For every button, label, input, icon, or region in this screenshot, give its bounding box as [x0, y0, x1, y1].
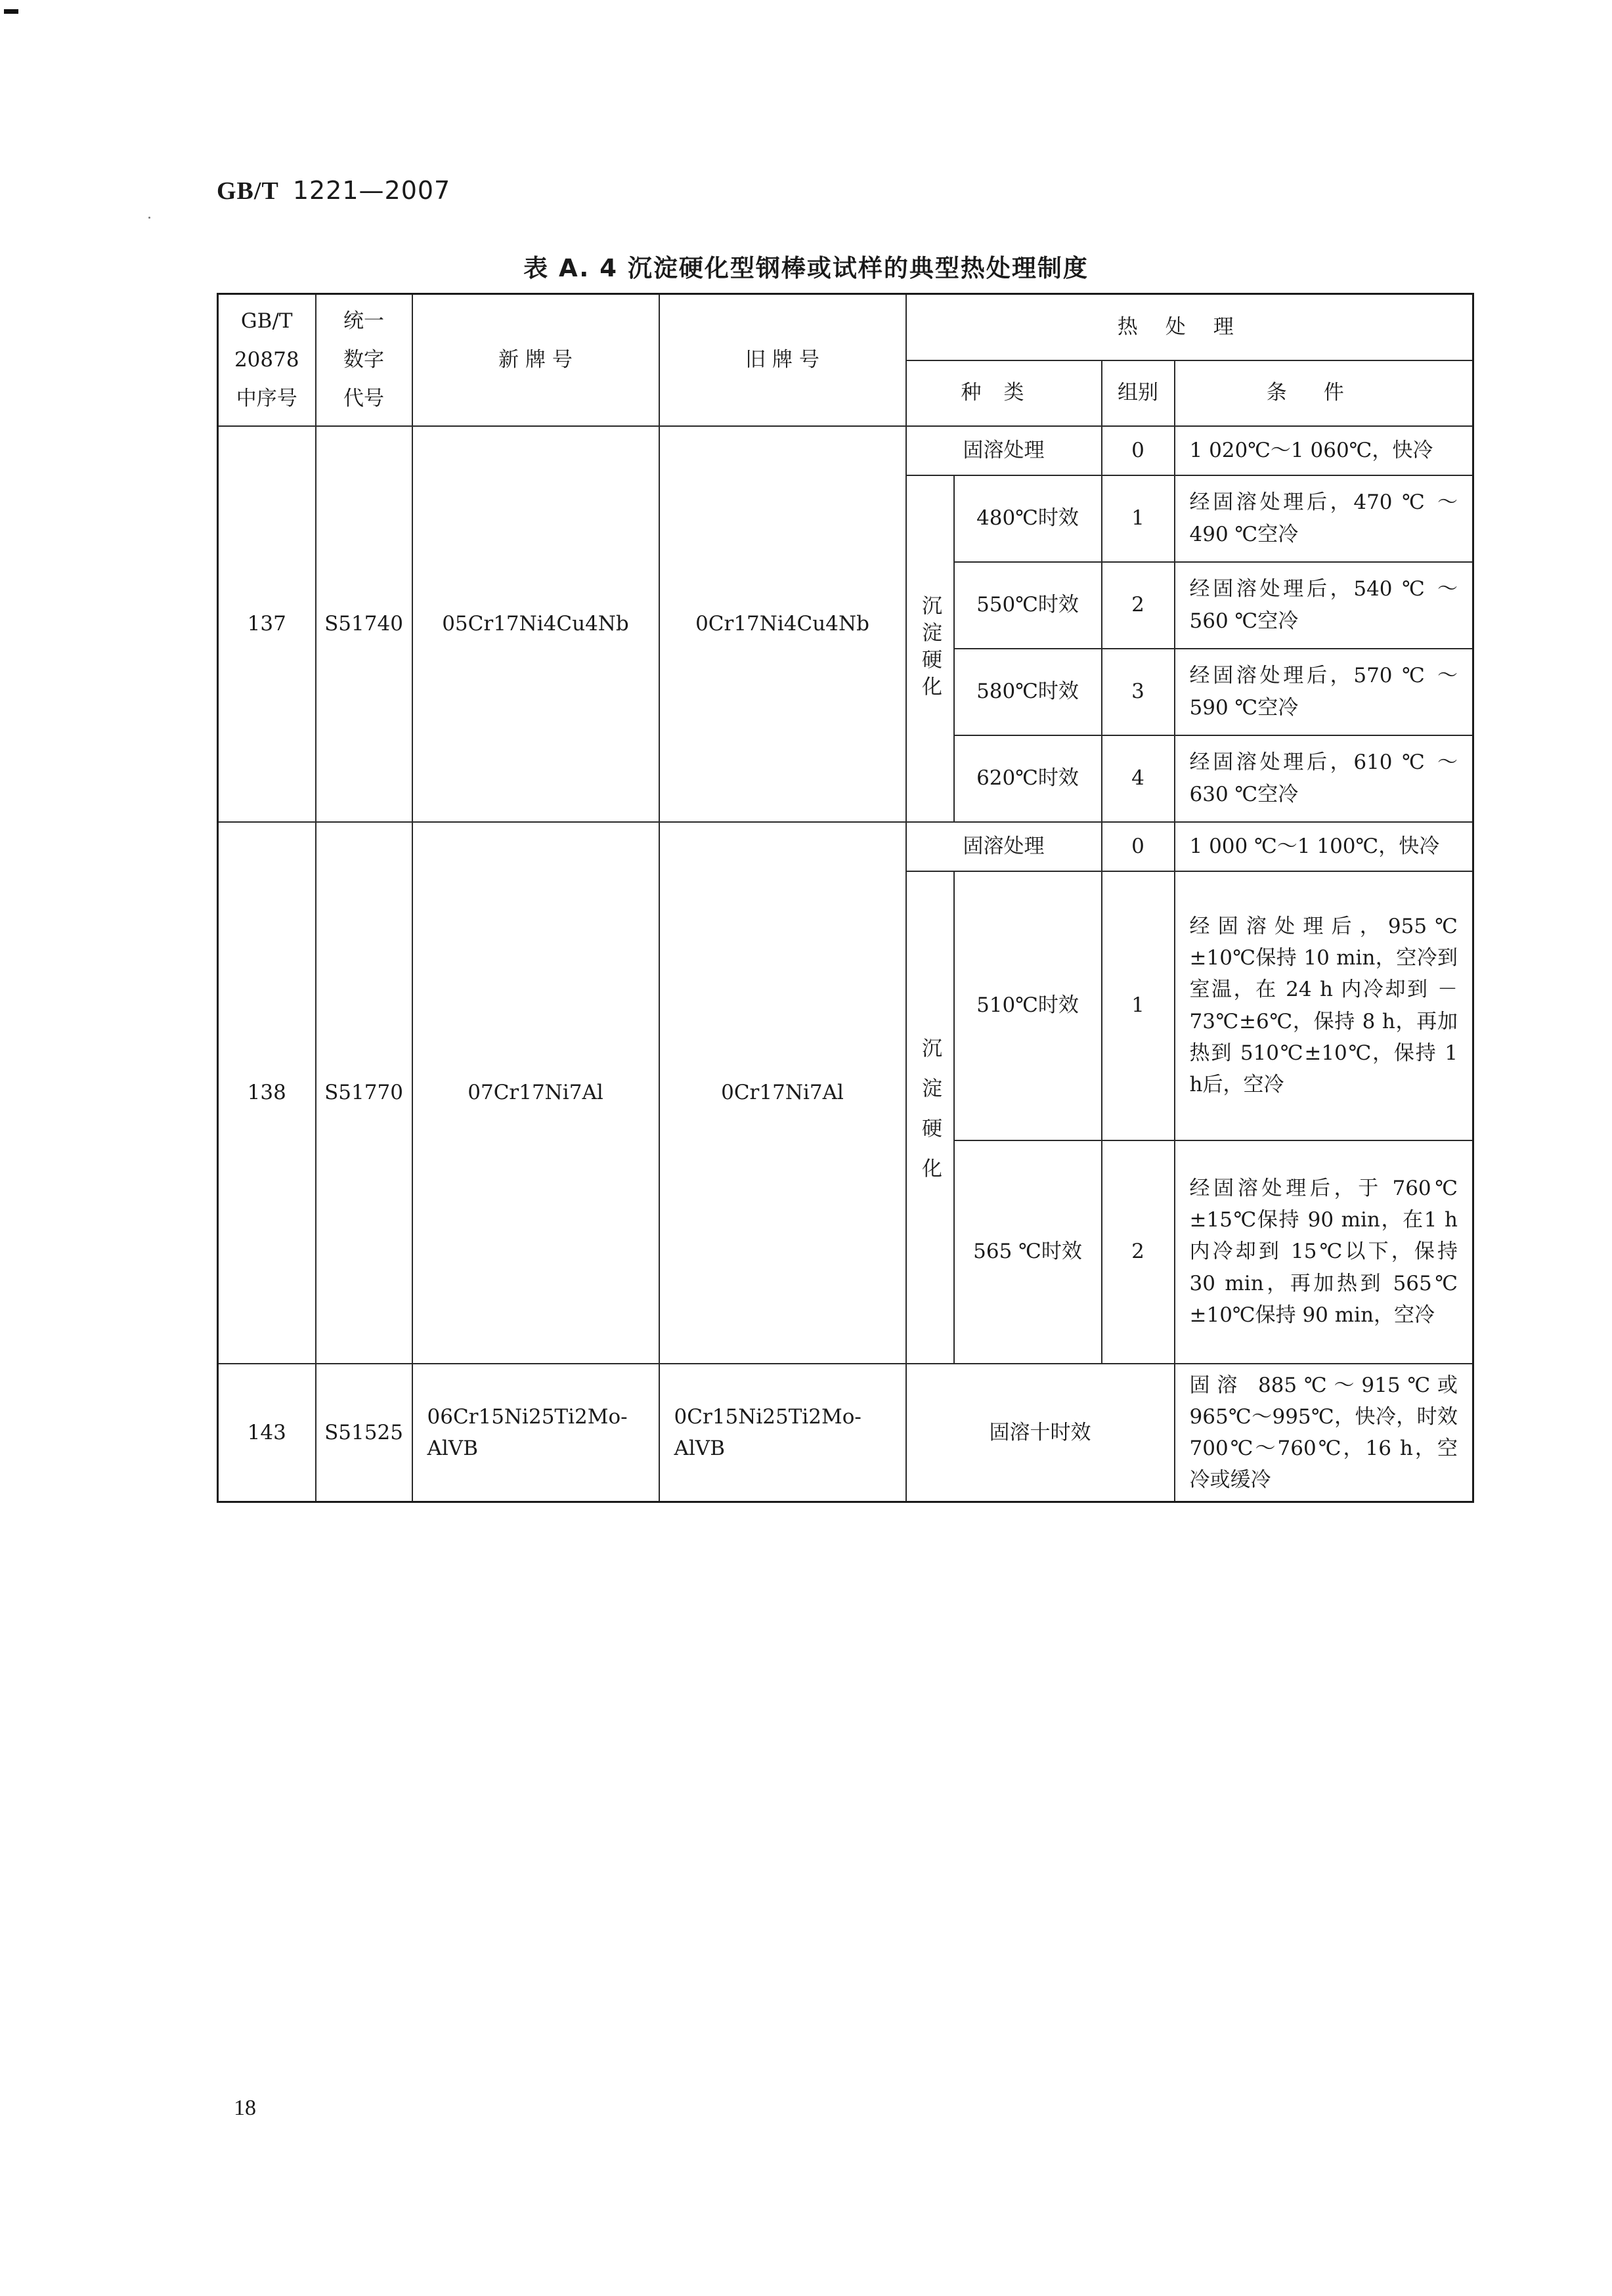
cell-seq: 138: [218, 822, 316, 1364]
col-header-seq: [218, 294, 316, 426]
cell-condition: 1 000 ℃～1 100℃，快冷: [1175, 822, 1473, 871]
cell-group: 2: [1102, 1140, 1175, 1364]
col-header-condition: 条件: [1175, 360, 1473, 426]
cell-group: 0: [1102, 822, 1175, 871]
scan-speck: [148, 217, 150, 219]
cell-group: 2: [1102, 562, 1175, 649]
table-row: [218, 822, 1473, 871]
cell-group: 4: [1102, 735, 1175, 822]
col-header-kind: 种类: [906, 360, 1102, 426]
cell-code: S51770: [316, 822, 412, 1364]
corner-mark: [4, 9, 18, 14]
cell-condition: 经固溶处理后，540 ℃ ～560 ℃空冷: [1175, 562, 1473, 649]
cell-kind: 固溶处理: [906, 426, 1102, 475]
cell-new-grade: 06Cr15Ni25Ti2Mo-AlVB: [412, 1364, 659, 1502]
cell-code: S51740: [316, 426, 412, 822]
col-header-seq-line: 中序号: [236, 386, 297, 410]
cell-seq: 143: [218, 1364, 316, 1502]
cell-kind: 510℃时效: [954, 871, 1102, 1140]
cell-kind: 固溶处理: [906, 822, 1102, 871]
col-header-code-line: 统一: [343, 309, 384, 333]
cell-precip-label: 沉淀硬化: [906, 871, 954, 1364]
table-row: [218, 1364, 1473, 1502]
cell-condition: 固溶 885℃～915℃或 965℃～995℃，快冷，时效 700℃～760℃，16 h，空冷或缓冷: [1175, 1364, 1473, 1502]
cell-condition: 经固溶处理后，570 ℃ ～590 ℃空冷: [1175, 649, 1473, 735]
table-row: [218, 426, 1473, 475]
cell-new-grade: 05Cr17Ni4Cu4Nb: [412, 426, 659, 822]
cell-condition: 经固溶处理后，955℃±10℃保持 10 min，空冷到室温，在 24 h 内冷却到 －73℃±6℃，保持 8 h，再加热到 510℃±10℃，保持 1 h后，空冷: [1175, 871, 1473, 1140]
col-header-code-line: 数字: [343, 347, 384, 372]
table-title: 表 A. 4 沉淀硬化型钢棒或试样的典型热处理制度: [523, 254, 1089, 282]
cell-group: 1: [1102, 871, 1175, 1140]
cell-kind: 480℃时效: [954, 475, 1102, 562]
cell-old-grade: 0Cr17Ni7Al: [659, 822, 906, 1364]
cell-seq: 137: [218, 426, 316, 822]
cell-condition: 经固溶处理后，470 ℃ ～490 ℃空冷: [1175, 475, 1473, 562]
cell-old-grade: 0Cr17Ni4Cu4Nb: [659, 426, 906, 822]
header-row-1: [218, 294, 1473, 360]
cell-group: 0: [1102, 426, 1175, 475]
col-header-old-grade: 旧 牌 号: [659, 294, 906, 426]
cell-code: S51525: [316, 1364, 412, 1502]
cell-precip-label: 沉淀硬化: [906, 475, 954, 822]
cell-kind: 550℃时效: [954, 562, 1102, 649]
col-header-group: 组别: [1102, 360, 1175, 426]
cell-condition: 1 020℃～1 060℃，快冷: [1175, 426, 1473, 475]
col-header-code: [316, 294, 412, 426]
cell-kind: 620℃时效: [954, 735, 1102, 822]
cell-condition: 经固溶处理后，610 ℃ ～630 ℃空冷: [1175, 735, 1473, 822]
cell-old-grade: 0Cr15Ni25Ti2Mo-AlVB: [659, 1364, 906, 1502]
cell-kind: 580℃时效: [954, 649, 1102, 735]
standard-number: 1221—2007: [292, 176, 451, 205]
standard-prefix: GB/T: [217, 177, 279, 205]
page-number: 18: [234, 2096, 256, 2120]
col-header-seq-line: 20878: [234, 347, 299, 372]
cell-kind: 565 ℃时效: [954, 1140, 1102, 1364]
cell-condition: 经固溶处理后，于 760℃±15℃保持 90 min，在1 h 内冷却到 15℃以下，保持 30 min，再加热到 565℃±10℃保持 90 min，空冷: [1175, 1140, 1473, 1364]
cell-kind: 固溶十时效: [906, 1364, 1175, 1502]
col-header-seq-line: GB/T: [240, 309, 293, 333]
col-header-heat-treatment: 热处理: [906, 294, 1473, 360]
cell-new-grade: 07Cr17Ni7Al: [412, 822, 659, 1364]
cell-group: 1: [1102, 475, 1175, 562]
heat-treatment-table: [217, 293, 1474, 1503]
col-header-new-grade: 新 牌 号: [412, 294, 659, 426]
cell-group: 3: [1102, 649, 1175, 735]
standard-header: [217, 176, 450, 206]
col-header-code-line: 代号: [343, 386, 384, 410]
